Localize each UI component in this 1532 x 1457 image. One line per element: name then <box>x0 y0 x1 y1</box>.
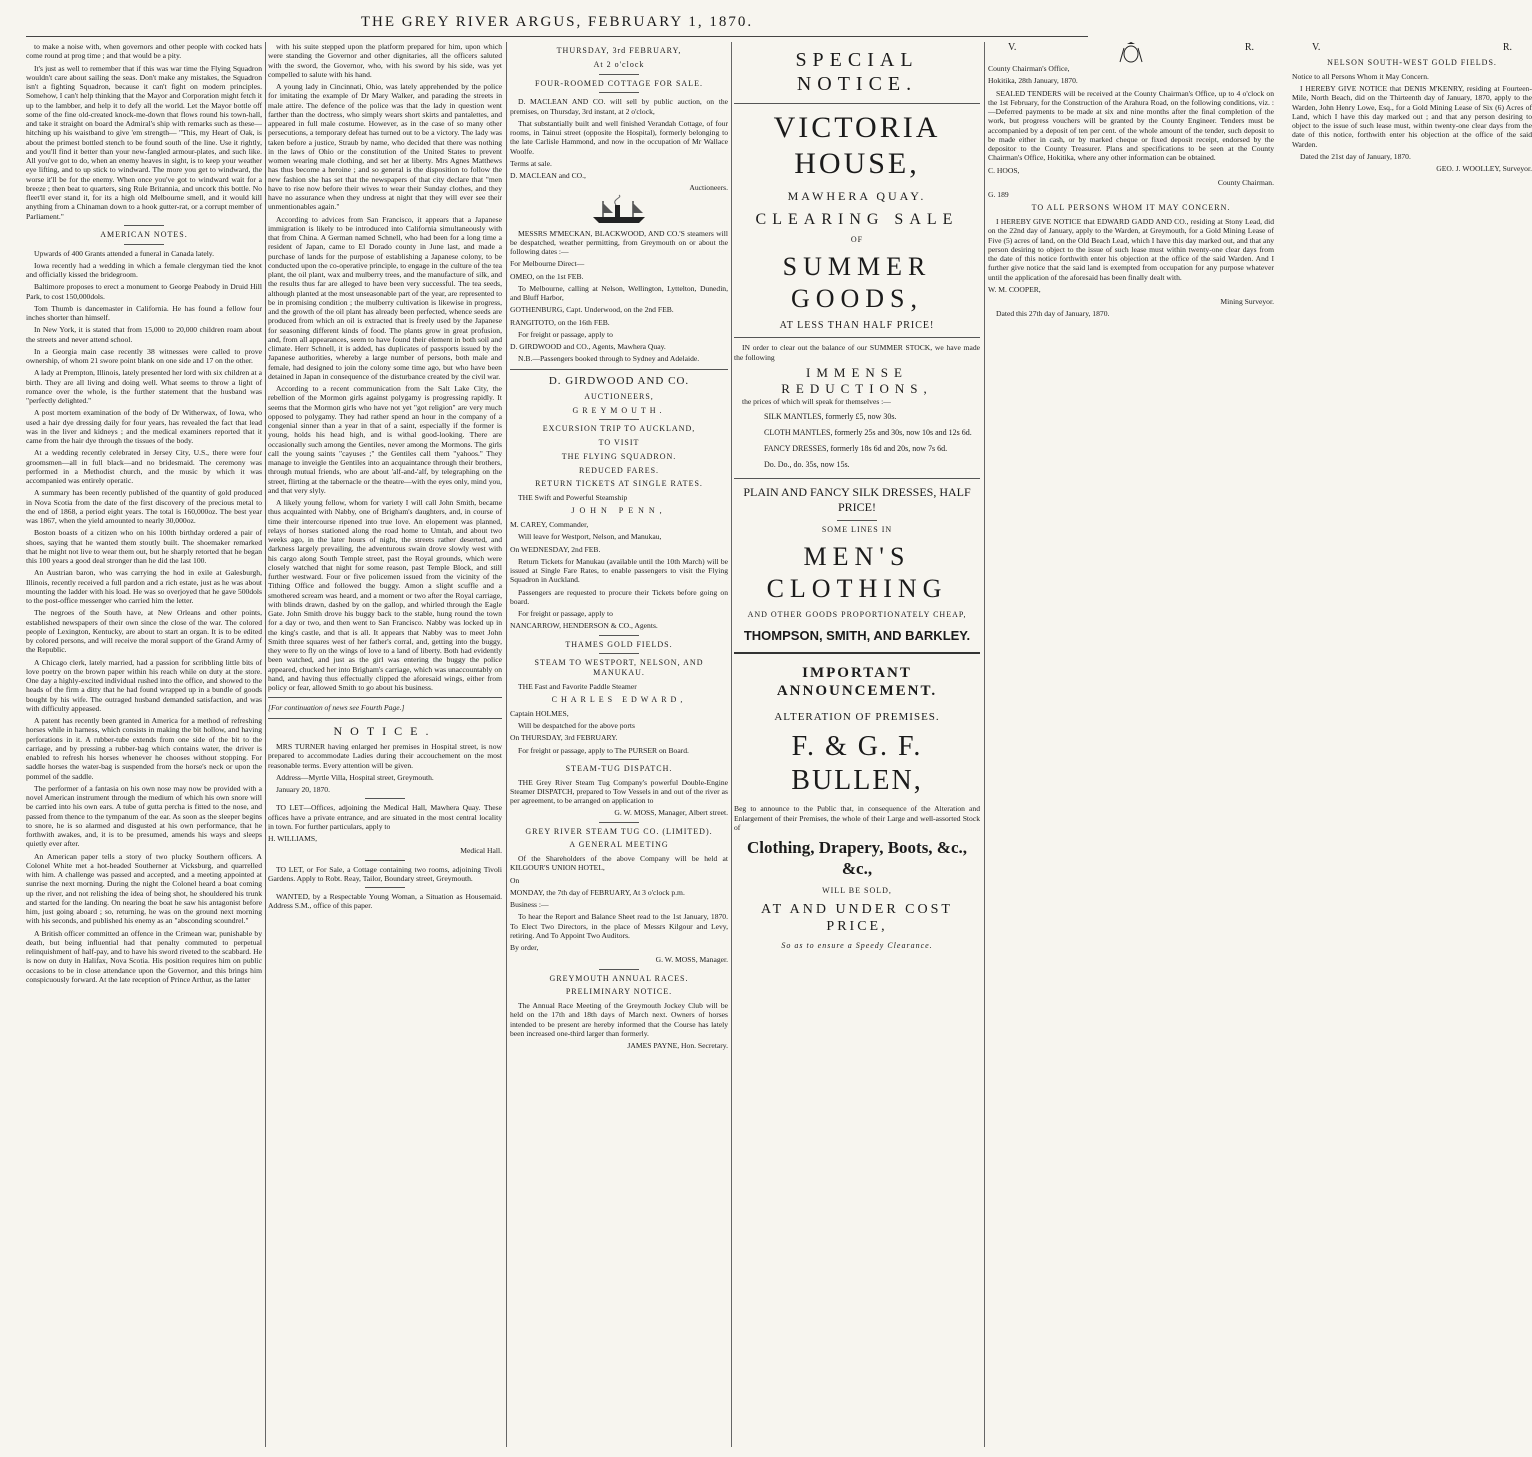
divider <box>124 225 164 226</box>
ad-line: For Melbourne Direct— <box>510 259 585 269</box>
article-paragraph: A British officer committed an offence in the Crimean war, punishable by death, but being influential had that penalty commuted to perpetual relinquishment of half-pay, and to have his sword riveted to the scabbard. He is now on duty in Halifax, Nova Scotia. His position requires him on public occasions to be in close attendance upon the Governor, and this brings him conspicuously forward. At the late reception of Prince Arthur, as the latter <box>26 928 262 984</box>
ad-line: NANCARROW, HENDERSON & CO., Agents. <box>510 621 658 631</box>
ad-body: Passengers are requested to procure their Tickets before going on board. <box>510 587 728 606</box>
price-tagline: AT LESS THAN HALF PRICE! <box>779 320 935 332</box>
vr-mark: V. <box>1008 42 1017 53</box>
tenders-notice: SEALED TENDERS will be received at the County Chairman's Office, up to 4 o'clock on the 1st February, for the Construction of the Arahura Road, on the following conditions, viz. :—Deferred payments to be made at six and nine months after the final completion of the work, but progress vouchers will be granted by the County Engineer. Tenders must be accompanied by a deposit of ten per cent. of the whole amount of the tender, such deposit to be made either in cash, or by marked cheque or fixed deposit receipt, endorsed by the depositor to the County Treasurer. Plans and specifications to be seen at the County Chairman's Office, Hokitika, where any other information can be obtained. <box>988 88 1274 163</box>
article-paragraph: A post mortem examination of the body of Dr Witherwax, of Iowa, who used a hair dye dressing daily for four years, has revealed the fact that lead was in the liver and kidneys ; and the medical examiners reported that it came from the hair dye through the tissues of the body. <box>26 408 262 445</box>
victoria-house-title: VICTORIA HOUSE, <box>773 110 941 181</box>
article-paragraph: At a wedding recently celebrated in Jersey City, U.S., there were four groomsmen—all in full black—and no bridesmaid. The ceremony was performed in a Methodist church, and the music by which it was accompanied was entirely operatic. <box>26 448 262 485</box>
wanted-ad: WANTED, by a Respectable Young Woman, a Situation as Housemaid. Address S.M., office of this paper. <box>268 892 502 911</box>
steamship-icon <box>589 197 649 225</box>
advertiser-name: D. MACLEAN and CO., <box>510 171 586 180</box>
divider <box>734 337 980 338</box>
ad-body: That substantially built and well finished Verandah Cottage, of four rooms, in Tainui street (opposite the Hospital), formerly belonging to the late Carlisle Hammond, and now in the occupation of Mr Wallace Woolfe. <box>510 118 728 156</box>
ad-line: G. W. MOSS, Manager, Albert street. <box>614 808 728 818</box>
column-news-2 <box>268 42 502 1447</box>
some-lines: SOME LINES IN <box>821 525 893 535</box>
divider <box>734 652 980 654</box>
clearing-sale-heading: CLEARING SALE <box>755 210 959 228</box>
signatory: GEO. J. WOOLLEY, Surveyor. <box>1436 164 1532 174</box>
office-line: County Chairman's Office, <box>988 64 1070 73</box>
ad-heading: STEAM-TUG DISPATCH. <box>565 763 673 773</box>
column-notices-6 <box>1292 42 1532 1447</box>
ad-line: D. GIRDWOOD and CO., Agents, Mawhera Quay. <box>510 342 666 351</box>
will-be-sold: WILL BE SOLD, <box>822 885 892 895</box>
advertiser-name: H. WILLIAMS, <box>268 834 318 844</box>
ad-body: THE Fast and Favorite Paddle Steamer <box>518 681 637 691</box>
notice-subheading: Notice to all Persons Whom it May Concern. <box>1292 71 1429 81</box>
notice-address: Address—Myrtle Villa, Hospital street, Greymouth. <box>276 772 434 782</box>
masthead: THE GREY RIVER ARGUS, FEBRUARY 1, 1870. <box>360 14 754 30</box>
ad-line: GREYMOUTH. <box>572 405 666 415</box>
divider <box>365 887 405 888</box>
divider <box>599 74 639 75</box>
ad-line: Will leave for Westport, Nelson, and Manukau, <box>518 532 662 542</box>
article-paragraph: A lady at Prempton, Illinois, lately presented her lord with six children at a birth. They are all living and doing well. What seems to throw a light of romance over the whole, is the further statement that the husband was "perfectly delighted." <box>26 368 262 405</box>
ad-line: GOTHENBURG, Capt. Underwood, on the 2nd FEB. <box>510 305 674 315</box>
ad-body: the prices of which will speak for themselves :— <box>742 396 891 406</box>
article-paragraph: A patent has recently been granted in America for a method of refreshing horses while in harness, which consists in making the bit hollow, and having perforations in it. A rubber-tube extends from one side of the bit to the carriage, and by pressing a rubber-bag which contains water, the driver is enabled to refresh his horses whenever he chooses without stopping. For saddle horses the water-bag is suspended from the horse's neck or upon the pommel of the saddle. <box>26 716 262 781</box>
advertiser-place: Medical Hall. <box>460 846 502 856</box>
notice-heading: NOTICE. <box>333 723 437 738</box>
ad-line: AUCTIONEERS, <box>584 391 654 401</box>
mens-clothing-heading: MEN'S CLOTHING <box>766 541 948 603</box>
ad-heading: FOUR-ROOMED COTTAGE FOR SALE. <box>535 78 703 88</box>
ad-line: To Melbourne, calling at Nelson, Wellington, Lyttelton, Dunedin, and Bluff Harbor, <box>510 283 728 302</box>
summer-goods-heading: SUMMER GOODS, <box>782 251 932 313</box>
ad-line: On <box>510 875 520 885</box>
article-paragraph: Upwards of 400 Grants attended a funeral in Canada lately. <box>34 248 215 258</box>
of-line: OF <box>850 235 864 245</box>
ad-body: MESSRS M'MECKAN, BLACKWOOD, AND CO.'S steamers will be despatched, weather permitting, from Greymouth on or about the following dates :— <box>510 228 728 256</box>
column-notices-5 <box>988 42 1274 1447</box>
article-paragraph: A young lady in Cincinnati, Ohio, was lately apprehended by the police for imitating the example of Dr Mary Walker, and parading the streets in male attire. The defence of the police was that the lady in question went farther than the doctress, who simply wears short skirts and pantalettes, and appeared in full male costume. However, as in the case of so many other persecutions, a temporary defeat has turned out to be a victory. The lady was taken before a justice, Straub by name, who decided that there was nothing in the laws of Ohio or the constitution of the United States to prevent women wearing male clothing, and set her at liberty. Mrs Agnes Matthews has thus become a heroine ; and so general is the disposition to follow the new fashion she has set that the newspapers of that city declare that "men have to rise now before their wives to wear their Sunday clothes, and they have no assurance when they undress at night that they will ever see their unmentionables again." <box>268 82 502 212</box>
sale-date: THURSDAY, 3rd FEBRUARY, <box>556 46 682 55</box>
signatory-title: Mining Surveyor. <box>1220 297 1274 306</box>
ad-body: Beg to announce to the Public that, in consequence of the Alteration and Enlargement of their Premises, the whole of their Large and well-assorted Stock of <box>734 804 980 832</box>
ad-line: JAMES PAYNE, Hon. Secretary. <box>627 1041 728 1051</box>
ad-body: The Annual Race Meeting of the Greymouth Jockey Club will be held on the 17th and 18th days of March next. Owners of horses intended to be present are hereby informed that the Course has lately been increased one-third larger than formerly. <box>510 1001 728 1038</box>
ad-body: Of the Shareholders of the above Company will be held at KILGOUR'S UNION HOTEL, <box>510 854 728 873</box>
other-goods-line: AND OTHER GOODS PROPORTIONATELY CHEAP, <box>747 610 967 620</box>
notice-heading: NELSON SOUTH-WEST GOLD FIELDS. <box>1327 58 1497 68</box>
ad-line: By order, <box>510 943 539 953</box>
article-paragraph: The negroes of the South have, at New Orleans and other points, established newspapers of their own since the close of the war. The colored people of Lexington, Kentucky, are about to start an organ. It is to be edited by colored persons, and will receive the moral support of the Grand Army of the Republic. <box>26 608 262 655</box>
signatory: W. M. COOPER, <box>988 284 1041 294</box>
ad-terms: Terms at sale. <box>510 158 552 168</box>
ad-line: Captain HOLMES, <box>510 708 569 718</box>
price-line: FANCY DRESSES, formerly 18s 6d and 20s, now 7s 6d. <box>764 443 948 453</box>
divider <box>734 103 980 104</box>
ad-heading: D. GIRDWOOD AND CO. <box>548 374 690 387</box>
reductions-heading: IMMENSE REDUCTIONS, <box>781 364 933 396</box>
article-paragraph: with his suite stepped upon the platform prepared for him, upon which were standing the Governor and other dignitaries, all the officers saluted with the sword, the Governor, who, with his sword by his side, was yet compelled to salute with his hand. <box>268 42 502 79</box>
divider <box>837 520 877 521</box>
ad-line: MONDAY, the 7th day of FEBRUARY, At 3 o'clock p.m. <box>510 887 685 897</box>
divider <box>365 798 405 799</box>
ad-line: For freight or passage, apply to <box>518 609 613 619</box>
ad-line: THE FLYING SQUADRON. <box>561 451 677 461</box>
divider <box>365 860 405 861</box>
vr-mark: R. <box>1502 42 1512 53</box>
divider <box>599 969 639 970</box>
bullen-firm-name: F. & G. F. BULLEN, <box>791 731 923 797</box>
article-paragraph: Tom Thumb is dancemaster in California. He has found a fellow four inches shorter than himself. <box>26 303 262 322</box>
article-paragraph: An American paper tells a story of two plucky Southern officers. A Colonel White met a hot-headed Southerner at Vicksburg, and quarrelled with him. A challenge was passed and accepted, and a meeting appointed at sunrise the next morning. During the night the Colonel heard a boat coming up the river, and not relishing the idea of being shot, he shouldered his trunk and started for the landing. On nearing the boat he saw his antagonist before him, just going aboard ; so, returning, he was on the ground next morning with his seconds, and published his enemy as an "absconding scoundrel." <box>26 851 262 926</box>
divider <box>599 92 639 93</box>
ad-line: Business :— <box>510 900 549 910</box>
article-paragraph: Iowa recently had a wedding in which a female clergyman tied the knot and officially kissed the bridegroom. <box>26 260 262 279</box>
ship-name: JOHN PENN, <box>571 506 667 516</box>
article-paragraph: A likely young fellow, whom for variety I will call John Smith, became thus acquainted with Nabby, one of Brigham's daughters, and, in course of time their intercourse ripened into true love. An elopement was planned, relays of horses stationed along the road home to Umtah, and about two weeks ago, in the later hours of night, the streets rather deserted, and darkness largely prevailing, the adventurous swain drove slowly west with his cargo along South Temple street, past the Royal grounds, which were closely watched that night for some reason, past Temple Block, and still further westward. Four or five policemen issued from the vicinity of the Tithing Office and followed the buggy. Amon a slight scuffle and a smothered scream was heard, and a moment or two after the Royal carriage, with blinds drawn, dashed by on the gallop, and whirled through the Eagle Gate. John Smith drove his buggy back to the stable, hung round the town for a day or two, and then went to San Francisco. Nabby was locked up in the king's castle, and that is all. It appears that Nabby was to meet John Smith three squares west of her father's corral, and, getting into the buggy, they were to fly on the wings of love to a land of liberty. Both had evidently been watched, and just as the girl was entering the buggy the police appeared, chucked her into Brigham's carriage, which was unaccountably on hand, and having thus effectually clipped the aforesaid wings, either from policy or fear, allowed Smith to go about his business. <box>268 498 502 692</box>
divider <box>510 369 728 370</box>
article-paragraph: A summary has been recently published of the quantity of gold produced in Nova Scotia from the date of the first discovery of the precious metal to the end of 1868, a period eight years. The total is 160,000oz. The best year was 1867, when the yield amounted to nearly 30,000oz. <box>26 488 262 525</box>
notice-heading: TO ALL PERSONS WHOM IT MAY CONCERN. <box>1031 203 1231 213</box>
to-let-ad: TO LET, or For Sale, a Cottage containing two rooms, adjoining Tivoli Gardens. Apply to Robt. Reay, Tailor, Boundary street, Greymouth. <box>268 864 502 883</box>
ad-line: RETURN TICKETS AT SINGLE RATES. <box>535 479 703 489</box>
ad-line: REDUCED FARES. <box>578 465 660 475</box>
ad-heading: EXCURSION TRIP TO AUCKLAND, <box>542 424 696 434</box>
ad-line: RANGITOTO, on the 16th FEB. <box>510 317 610 327</box>
article-paragraph: Baltimore proposes to erect a monument to George Peabody in Druid Hill Park, to cost 150,000dols. <box>26 282 262 301</box>
ad-heading: GREY RIVER STEAM TUG CO. (LIMITED). <box>525 826 713 836</box>
ad-line: M. CAREY, Commander, <box>510 520 589 530</box>
notice-body: I HEREBY GIVE NOTICE that EDWARD GADD AND CO., residing at Stony Lead, did on the 22nd day of January, apply to the Warden, at Greymouth, for a Gold Mining Lease of Five (5) acres of land, on the Old Beach Lead, which I have this day marked out, and that any person desiring to object to the issue of such lease must within twenty-one clear days from the date of this notice forthwith enter his objection at the office of the said Warden. And I further give notice that the said land is exempted from occupation for any purpose whatever until the application of the aforesaid has been finally dealt with. <box>988 217 1274 282</box>
divider <box>599 822 639 823</box>
clothing-heading: Clothing, Drapery, Boots, &c., &c., <box>746 838 968 878</box>
ad-line: TO VISIT <box>598 438 640 448</box>
important-heading: IMPORTANT ANNOUNCEMENT. <box>776 665 938 700</box>
notice-body: MRS TURNER having enlarged her premises in Hospital street, is now prepared to accommodate Ladies during their accouchement on the most reasonable terms. Every attention will be given. <box>268 742 502 770</box>
office-date: Hokitika, 28th January, 1870. <box>988 76 1078 86</box>
notice-date: Dated this 27th day of January, 1870. <box>996 309 1110 319</box>
sale-time: At 2 o'clock <box>593 59 645 69</box>
masthead-rule <box>26 36 1088 37</box>
column-rule <box>731 42 732 1447</box>
price-line: SILK MANTLES, formerly £5, now 30s. <box>764 411 897 421</box>
ad-line: Will be despatched for the above ports <box>518 721 635 731</box>
signatory: C. HOOS, <box>988 165 1020 175</box>
signatory-title: County Chairman. <box>1217 177 1274 187</box>
speedy-clearance: So as to ensure a Speedy Clearance. <box>781 941 933 951</box>
ad-body: D. MACLEAN AND CO. will sell by public auction, on the premises, on Thursday, 3rd instant, at 2 o'clock, <box>510 97 728 116</box>
article-paragraph: In New York, it is stated that from 15,000 to 20,000 children roam about the streets and never attend school. <box>26 325 262 344</box>
ad-line: On THURSDAY, 3rd FEBRUARY. <box>510 733 618 743</box>
divider <box>599 635 639 636</box>
divider <box>268 718 502 719</box>
column-rule <box>265 42 266 1447</box>
notice-body: I HEREBY GIVE NOTICE that DENIS M'KENRY, residing at Fourteen-Mile, North Beach, did on the Thirteenth day of January, 1870, apply to the Warden, John Henry Lowe, Esq., for a Gold Mining Lease of Six (6) Acres of Land, which I have this day marked out ; and that any person desiring to object to the issue of such lease must, within twenty-one clear days from the date of this notice, forthwith enter his objection at the office of the said Warden. <box>1292 84 1532 149</box>
ad-line: On WEDNESDAY, 2nd FEB. <box>510 544 601 554</box>
article-paragraph: Boston boasts of a citizen who on his 100th birthday ordered a pair of shoes, saying that he wanted them stoutly built. The shoemaker remarked that he might not live to wear them out, but he sharply retorted that he began this 100 years a good deal stronger than he did the last 100. <box>26 528 262 565</box>
ad-line: N.B.—Passengers booked through to Sydney and Adelaide. <box>518 354 700 364</box>
ad-body: IN order to clear out the balance of our SUMMER STOCK, we have made the following <box>734 343 980 362</box>
divider <box>599 419 639 420</box>
price-line: Do. Do., do. 35s, now 15s. <box>764 459 850 469</box>
notice-date: January 20, 1870. <box>276 785 330 795</box>
article-paragraph: In a Georgia main case recently 38 witnesses were called to prove ownership, of whom 21 swore point blank on one side and 17 on the other. <box>26 346 262 365</box>
vr-mark: V. <box>1312 42 1321 53</box>
ad-heading: GREYMOUTH ANNUAL RACES. <box>549 973 689 983</box>
article-paragraph: An Austrian baron, who was carrying the hod in exile at Galesburgh, Illinois, recently received a full pardon and a rich estate, just as he was about mounting the ladder with his load. He was so overjoyed that he gave 500dols to the post-office messenger who carried him the letter. <box>26 568 262 605</box>
ad-body: THE Grey River Steam Tug Company's powerful Double-Engine Steamer DISPATCH, prepared to Tow Vessels in and out of the river as per agreement, to be arranged on application to <box>510 777 728 806</box>
royal-coat-of-arms-icon <box>1116 42 1146 64</box>
article-paragraph: A Chicago clerk, lately married, had a passion for scribbling little bits of love poetry on the brown paper within his reach while on duty at the store. One day a highly-excited individual rushed into the office, and showed to the heads of the firm a ditty that he had found wrapped up in a bundle of goods bought by his wife. The outraged husband demanded satisfaction, and was with difficulty appeased. <box>26 657 262 713</box>
ad-line: For freight or passage, apply to The PURSER on Board. <box>518 745 689 755</box>
ad-body: To hear the Report and Balance Sheet read to the 1st January, 1870. To Elect Two Directors, in the place of Messrs Kilgour and Levy, retiring. And To Appoint Two Auditors. <box>510 912 728 940</box>
column-rule <box>506 42 507 1447</box>
address-line: MAWHERA QUAY. <box>787 188 927 203</box>
price-line: CLOTH MANTLES, formerly 25s and 30s, now 10s and 12s 6d. <box>764 427 972 437</box>
ad-body: THE Swift and Powerful Steamship <box>518 493 628 503</box>
alteration-heading: ALTERATION OF PREMISES. <box>774 710 940 723</box>
divider <box>599 759 639 760</box>
section-heading: AMERICAN NOTES. <box>100 229 188 239</box>
notice-number: G. 189 <box>988 190 1009 199</box>
article-paragraph: According to a recent communication from the Salt Lake City, the rebellion of the Mormon girls against polygamy is progressing rapidly. It seems that the Mormon girls who have not yet "got religion" are very much opposed to polygamy. They had rather spend an hour in the company of a congenial sinner than a year in that of a saint, especially if the former is young, holds his head high, and is withal good-looking. There are occasionally such among the Gentiles, never among the Mormons. The girls call the young saints "cayuses ;" the Gentiles call them "yahoos." They manage to inveigle the Gentiles into an acquaintance through their brothers, through mutual friends, who are about 'alf-and-'alf, by telegraphing on the street, flirting at the tabernacle or the theatre—with the eyes only, mind you, and that very slyly. <box>268 384 502 495</box>
divider <box>599 653 639 654</box>
ad-heading: THAMES GOLD FIELDS. <box>565 639 673 649</box>
column-news-1 <box>26 42 262 1447</box>
firm-name: THOMPSON, SMITH, AND BARKLEY. <box>743 628 971 644</box>
to-let-ad: TO LET—Offices, adjoining the Medical Hall, Mawhera Quay. These offices have a private entrance, and are situated in the most central locality in town. For further particulars, apply to <box>268 803 502 831</box>
column-rule <box>984 42 985 1447</box>
ad-heading: STEAM TO WESTPORT, NELSON, AND MANUKAU. <box>534 658 704 678</box>
vr-mark: R. <box>1244 42 1254 53</box>
ad-line: PRELIMINARY NOTICE. <box>565 987 673 997</box>
article-paragraph: It's just as well to remember that if this was war time the Flying Squadron wouldn't care about sailing the seas. Don't make any mistakes, the Squadron isn't a fighting Squadron, because it can't fight on modern principles. Somehow, I can't help thinking that the Mayor and Corporation might fetch it up to the lambber, and help it to defy all the world. Let the Mayor bottle off some of the fine old-created knock-me-down that flows round his town-hall, and take it straight on board the Admiral's ship with remarks such as these—hitching up his waistband to give 'em strength— "This, my Heart of Oak, is about the primest bottled stench to be found south of the line. Use it rightly, and you'll find it better than your new-fangled armour-plates, and such like. All you've got to do, when an enemy heaves in sight, is to keep your weather eye lifting, and to up stick to windward. The more you get to windward, the worse it'll be for the enemy. When once you've got to windward wait for a breeze ; then beat to quarters, sing Rule Britannia, and uncork this bottle. No fleet'll ever stand it, for its a high old Melbourne smell, and it would kill anything from a Chinaman down to a hook gutter-rat, or a corrupt member of Parliament." <box>26 63 262 221</box>
divider <box>268 697 502 698</box>
ad-line: G. W. MOSS, Manager. <box>655 955 728 965</box>
ad-line: For freight or passage, apply to <box>518 329 613 339</box>
column-ads-3 <box>510 42 728 1447</box>
column-ads-4 <box>734 42 980 1447</box>
notice-date: Dated the 21st day of January, 1870. <box>1300 151 1411 161</box>
divider <box>734 478 980 479</box>
ad-body: Return Tickets for Manukau (available until the 10th March) will be issued at Single Fare Rates, to enable passengers to visit the Flying Squadron in Auckland. <box>510 556 728 585</box>
advertiser-title: Auctioneers. <box>689 183 728 193</box>
article-paragraph: The performer of a fantasia on his own nose may now be provided with a novel American instrument through the medium of which his own snore will be carried into his own ears. A tube of gutta percha is fitted to the nose, and passed from thence to the tympanum of the ear. As soon as the sleeper begins to snore, he is so alarmed and disgusted at his own performance, that he forthwith awakes, and, it is to be presumed, amends his ways and sleeps quietly ever after. <box>26 783 262 849</box>
article-paragraph: to make a noise with, when governors and other people with cocked hats come round at prog time ; and that would be a pity. <box>26 42 262 61</box>
continuation-note: [For continuation of news see Fourth Page.] <box>268 703 405 713</box>
ad-line: A GENERAL MEETING <box>569 840 669 850</box>
silk-dresses-heading: PLAIN AND FANCY SILK DRESSES, HALF PRICE! <box>743 484 971 514</box>
divider <box>124 244 164 245</box>
ship-name: CHARLES EDWARD, <box>551 695 687 705</box>
ad-line: OMEO, on the 1st FEB. <box>510 271 584 281</box>
article-paragraph: According to advices from San Francisco, it appears that a Japanese immigration is likely to be introduced into California simultaneously with that from China. A German named Schnell, who had been for a long time a resident of Japan, came to El Dorado county in June last, and made a purchase of lands for the purpose of establishing a Japanese colony, to be conducted upon the co-operative principle, to engage in the culture of the tea plant, the oil plant, wax and mulberry trees, and the manufacture of silk, and the results thus far are alleged to have been very successful. The tea seeds, although planted at the most unseasonable part of the year, are represented to be in promising condition ; the mulberry cultivation is likewise in progress, and the growth of the oil plant has already been perfected, whence seeds are produced from which an oil is extracted that is freely used by the Japanese for seasoning different kinds of food. The plants grow in great profusion, and, from all appearances, seem to have found their element in both soil and climate. Herr Schnell, it is added, has duplicates of passports issued by the Japanese authorities, whereby a large number of persons, both male and female, had designed to join the colony some time ago, but who have been detained in Japan in consequence of the disturbance created by the civil war. <box>268 214 502 381</box>
special-notice-heading: SPECIAL NOTICE. <box>795 49 919 96</box>
cost-price-heading: AT AND UNDER COST PRICE, <box>761 902 953 935</box>
